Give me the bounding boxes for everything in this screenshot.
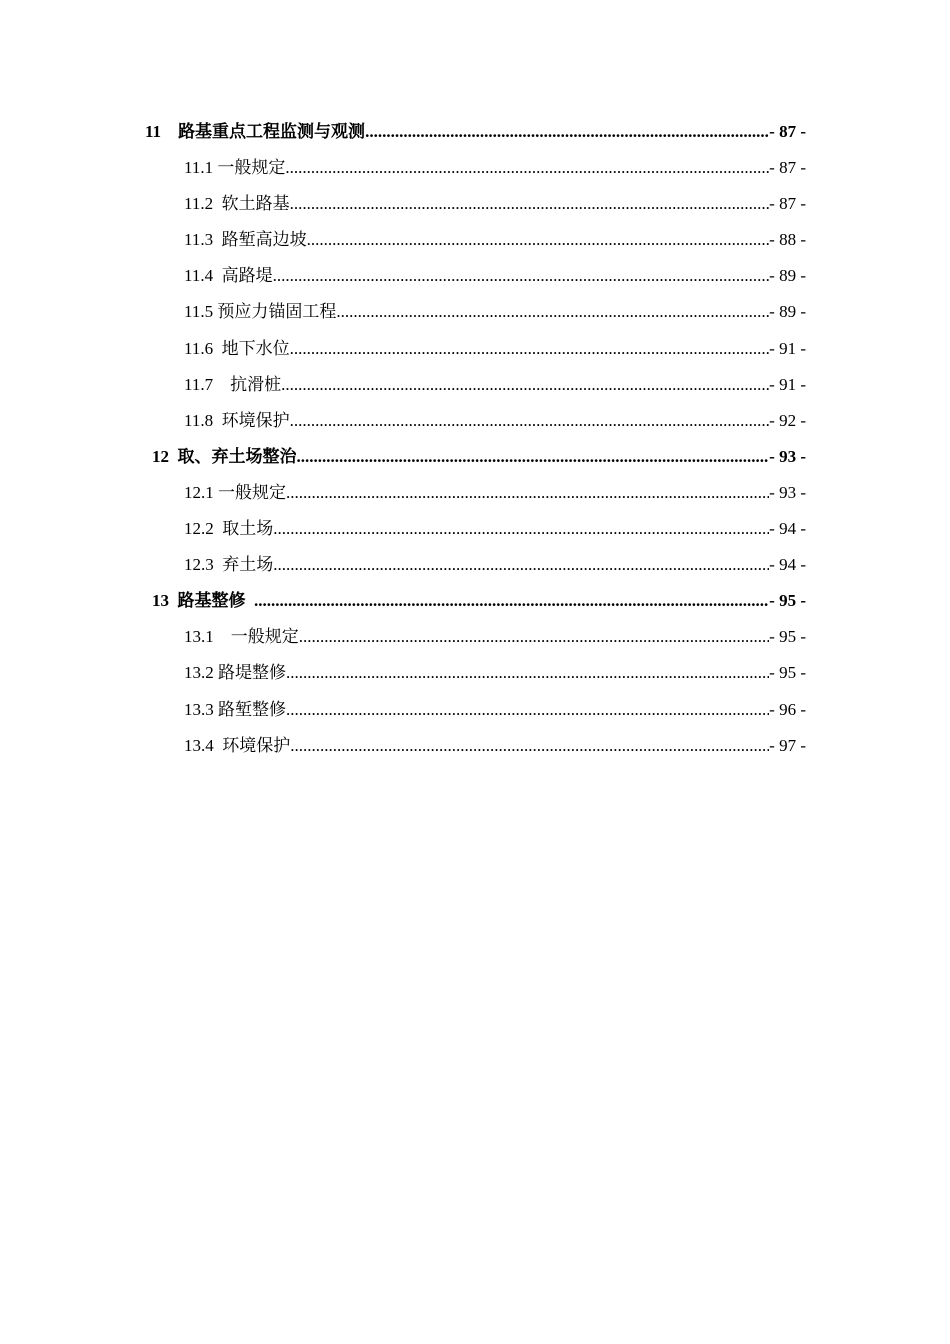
toc-dot-leader: [281, 367, 769, 403]
toc-entry-title: 软土路基: [221, 194, 290, 214]
toc-section-entry[interactable]: [0, 186, 950, 222]
toc-section-entry[interactable]: [0, 331, 950, 367]
toc-entry-gap: [214, 547, 223, 583]
toc-entry-gap: [213, 403, 222, 439]
toc-dot-leader: [290, 403, 770, 439]
toc-entry-title: 路堑高边坡: [221, 230, 307, 250]
toc-entry-number: 11: [145, 122, 162, 141]
toc-entry-number: 12.1: [184, 482, 214, 502]
toc-page-number: - 97 -: [769, 735, 806, 755]
toc-page-number: - 89 -: [769, 266, 806, 286]
toc-section-entry[interactable]: [0, 692, 950, 728]
toc-entry-number: 13: [152, 591, 169, 611]
toc-section-entry[interactable]: [0, 294, 950, 330]
toc-entry-gap: [213, 367, 230, 403]
toc-page-number: - 94 -: [769, 519, 806, 539]
toc-dot-leader: [290, 331, 770, 367]
toc-page-number: - 92 -: [769, 410, 806, 430]
toc-entry-title: 一般规定: [230, 627, 299, 647]
toc-dot-leader: [285, 150, 769, 186]
toc-entry-number: 13.1: [184, 627, 214, 647]
toc-entry-number: 11.2: [184, 194, 214, 214]
toc-entry-gap: [169, 439, 178, 475]
toc-page-number: - 94 -: [769, 555, 806, 575]
toc-entry-number: 11.7: [184, 374, 214, 394]
toc-page-number: - 93 -: [769, 482, 806, 502]
toc-entry-number: 11.5: [184, 302, 214, 322]
toc-entry-title: 路基重点工程监测与观测: [178, 122, 366, 141]
toc-section-entry[interactable]: [0, 619, 950, 655]
toc-entry-title: 取土场: [222, 519, 274, 539]
toc-entry-title: 高路堤: [221, 266, 273, 286]
toc-entry-gap: [169, 583, 178, 619]
toc-dot-leader: [273, 511, 769, 547]
toc-entry-number: 11.4: [184, 266, 214, 286]
toc-entry-gap: [214, 728, 223, 764]
toc-dot-leader: [273, 258, 770, 294]
toc-entry-number: 12.2: [184, 519, 214, 539]
toc-entry-number: 13.3: [184, 699, 214, 719]
toc-chapter-entry[interactable]: [0, 583, 950, 619]
toc-section-entry[interactable]: [0, 728, 950, 764]
toc-entry-title: 预应力锚固工程: [217, 302, 337, 322]
toc-entry-gap: [214, 511, 223, 547]
toc-dot-leader: [297, 439, 770, 475]
toc-page-number: - 91 -: [769, 338, 806, 358]
toc-section-entry[interactable]: [0, 150, 950, 186]
toc-dot-leader: [365, 114, 769, 150]
toc-entry-gap: [213, 331, 222, 367]
toc-entry-number: 13.2: [184, 663, 214, 683]
toc-chapter-entry[interactable]: [0, 114, 950, 150]
toc-entry-title: 路堑整修: [218, 699, 286, 719]
toc-section-entry[interactable]: [0, 655, 950, 691]
toc-entry-title: 地下水位: [221, 338, 290, 358]
toc-entry-title: 抗滑桩: [230, 374, 282, 394]
toc-page-number: - 87 -: [769, 194, 806, 214]
toc-page-number: - 87 -: [769, 158, 806, 178]
toc-section-entry[interactable]: [0, 475, 950, 511]
toc-section-entry[interactable]: [0, 403, 950, 439]
toc-entry-title: 一般规定: [217, 158, 286, 178]
toc-entry-number: 12: [152, 446, 169, 466]
toc-section-entry[interactable]: [0, 222, 950, 258]
toc-section-entry[interactable]: [0, 367, 950, 403]
toc-entry-gap: [213, 186, 222, 222]
toc-entry-gap: [213, 258, 222, 294]
toc-dot-leader: [286, 475, 769, 511]
toc-entry-number: 12.3: [184, 555, 214, 575]
toc-page-number: - 91 -: [769, 374, 806, 394]
toc-page-number: - 87 -: [769, 122, 806, 141]
toc-entry-number: 11.1: [184, 158, 214, 178]
toc-dot-leader: [254, 583, 769, 619]
toc-entry-title: 弃土场: [222, 555, 274, 575]
toc-entry-title: 取、弃土场整治: [177, 446, 297, 466]
toc-page-number: - 95 -: [769, 591, 806, 611]
toc-dot-leader: [299, 619, 769, 655]
toc-entry-number: 11.6: [184, 338, 214, 358]
toc-dot-leader: [307, 222, 770, 258]
toc-entry-title: 环境保护: [221, 410, 290, 430]
toc-entry-number: 11.3: [184, 230, 214, 250]
table-of-contents: [0, 114, 950, 764]
toc-chapter-entry[interactable]: [0, 439, 950, 475]
toc-entry-number: 11.8: [184, 410, 214, 430]
toc-dot-leader: [273, 547, 769, 583]
toc-section-entry[interactable]: [0, 258, 950, 294]
toc-dot-leader: [286, 692, 769, 728]
toc-entry-title: 一般规定: [218, 482, 286, 502]
toc-entry-title: 路堤整修: [218, 663, 286, 683]
toc-section-entry[interactable]: [0, 547, 950, 583]
toc-entry-title: 环境保护: [222, 735, 291, 755]
toc-entry-title: 路基整修: [177, 591, 254, 611]
toc-entry-gap: [161, 114, 178, 150]
toc-page-number: - 95 -: [769, 627, 806, 647]
toc-page-number: - 95 -: [769, 663, 806, 683]
toc-dot-leader: [290, 186, 770, 222]
toc-dot-leader: [290, 728, 769, 764]
toc-entry-number: 13.4: [184, 735, 214, 755]
toc-entry-gap: [214, 619, 231, 655]
toc-page-number: - 89 -: [769, 302, 806, 322]
toc-dot-leader: [286, 655, 769, 691]
toc-page-number: - 88 -: [769, 230, 806, 250]
toc-section-entry[interactable]: [0, 511, 950, 547]
toc-entry-gap: [213, 222, 222, 258]
toc-page-number: - 96 -: [769, 699, 806, 719]
toc-page-number: - 93 -: [769, 446, 806, 466]
toc-dot-leader: [336, 294, 769, 330]
